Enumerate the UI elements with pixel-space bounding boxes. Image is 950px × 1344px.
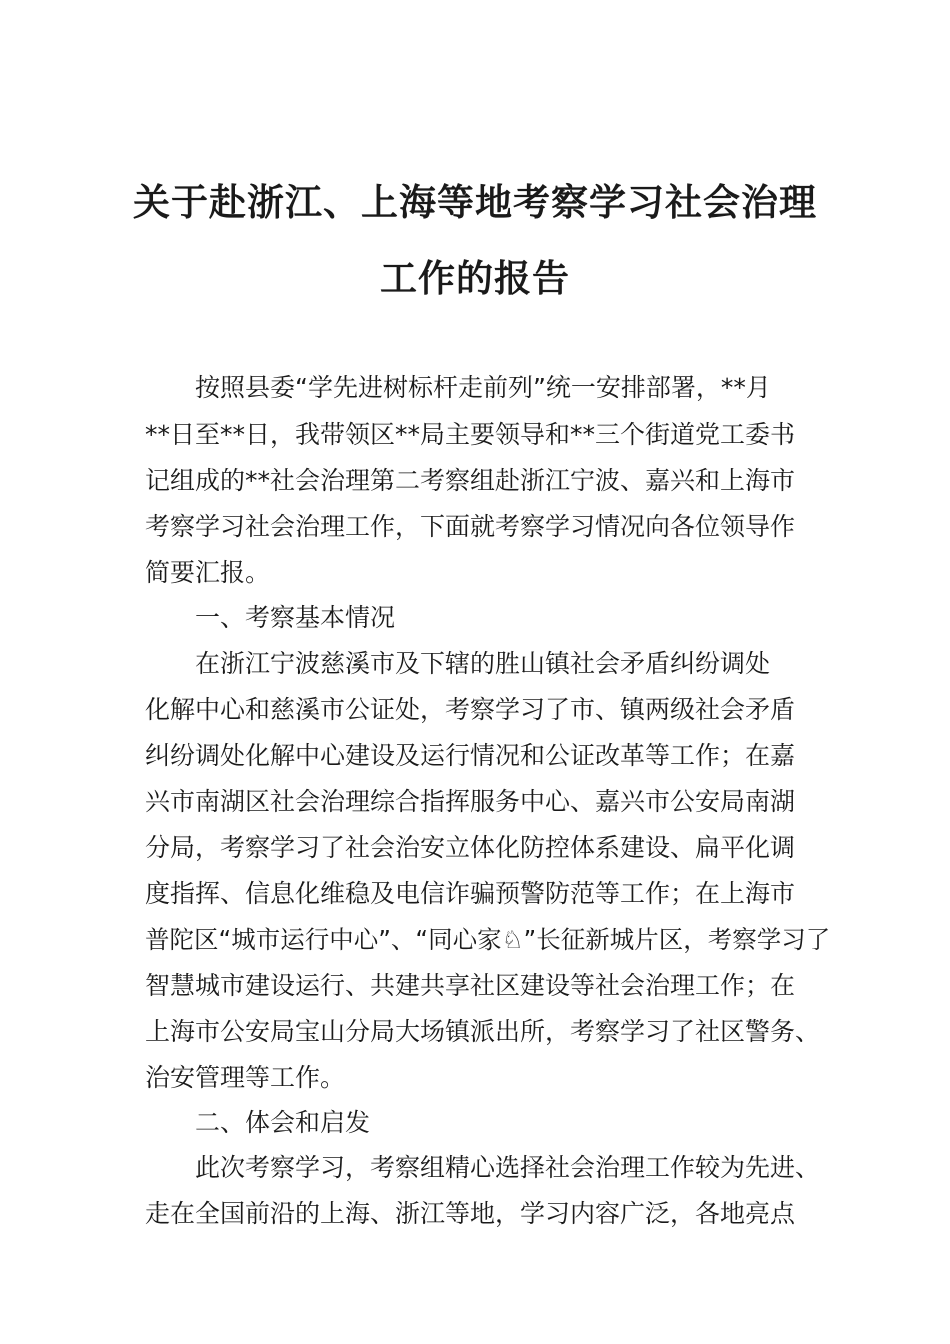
paragraph-section1-line-9: 上海市公安局宝山分局大场镇派出所，考察学习了社区警务、 bbox=[145, 1017, 821, 1046]
document-title-line-1: 关于赴浙江、上海等地考察学习社会治理 bbox=[133, 180, 817, 224]
paragraph-intro-line-3: 记组成的**社会治理第二考察组赴浙江宁波、嘉兴和上海市 bbox=[145, 466, 796, 495]
section-heading-2: 二、体会和启发 bbox=[195, 1108, 371, 1137]
paragraph-section1-line-4: 兴市南湖区社会治理综合指挥服务中心、嘉兴市公安局南湖 bbox=[145, 787, 796, 816]
paragraph-section1-line-8: 智慧城市建设运行、共建共享社区建设等社会治理工作；在 bbox=[145, 971, 796, 1000]
paragraph-section1-line-2: 化解中心和慈溪市公证处，考察学习了市、镇两级社会矛盾 bbox=[145, 695, 796, 724]
paragraph-intro-line-5: 简要汇报。 bbox=[145, 558, 271, 587]
section-heading-1: 一、考察基本情况 bbox=[195, 603, 396, 632]
paragraph-section2-line-1: 此次考察学习，考察组精心选择社会治理工作较为先进、 bbox=[195, 1153, 821, 1182]
paragraph-section1-line-6: 度指挥、信息化维稳及电信诈骗预警防范等工作；在上海市 bbox=[145, 879, 796, 908]
paragraph-section2-line-2: 走在全国前沿的上海、浙江等地，学习内容广泛，各地亮点 bbox=[145, 1199, 796, 1228]
paragraph-section1-line-3: 纠纷调处化解中心建设及运行情况和公证改革等工作；在嘉 bbox=[145, 741, 796, 770]
paragraph-intro-line-1: 按照县委“学先进树标杆走前列”统一安排部署，**月 bbox=[195, 373, 771, 402]
paragraph-intro-line-2: **日至**日，我带领区**局主要领导和**三个街道党工委书 bbox=[145, 420, 796, 449]
paragraph-section1-line-1: 在浙江宁波慈溪市及下辖的胜山镇社会矛盾纠纷调处 bbox=[195, 649, 771, 678]
document-title-line-2: 工作的报告 bbox=[380, 256, 570, 300]
paragraph-intro-line-4: 考察学习社会治理工作，下面就考察学习情况向各位领导作 bbox=[145, 512, 796, 541]
paragraph-section1-line-5: 分局，考察学习了社会治安立体化防控体系建设、扁平化调 bbox=[145, 833, 796, 862]
paragraph-section1-line-7: 普陀区“城市运行中心”、“同心家♘”长征新城片区，考察学习了 bbox=[145, 925, 831, 954]
paragraph-section1-line-10: 治安管理等工作。 bbox=[145, 1063, 346, 1092]
